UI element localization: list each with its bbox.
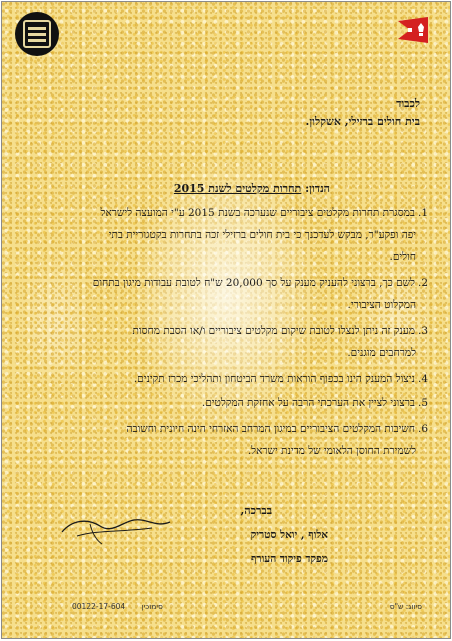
item-line: למרחבים מוגנים. [347,347,416,359]
list-item [202,398,428,409]
closing-blessing: בברכה, [240,504,272,517]
recipient-name: בית חולים ברזילי, אשקלון. [305,115,420,128]
item-number: 5. [417,397,428,409]
item-line: במסגרת תחרות מקלטים ציבוריים שנערכה בשנת 2015 ע"י המועצה לישראל [100,207,415,219]
subject-label: הנדון: [305,182,330,195]
footer-classification: סיווג: ש"ס [389,602,422,611]
list-item [132,326,428,337]
item-line: מענק זה ניתן לנצלו לטובת שיקום מקלטים ציבוריים ו/או הסבת מחסות [132,325,415,337]
list-item [134,374,428,385]
list-item [101,208,428,219]
handwritten-signature [52,502,182,552]
subject-text: תחרות מקלטים לשנת 2015 [173,182,302,195]
letter-page [1,1,451,639]
item-line: חולים. [389,251,416,263]
item-number: 1. [417,207,428,219]
reference-id: 00122-17-604 [72,602,126,611]
item-line: המקלוט הציבורי. [347,299,416,311]
reference-label: סימוכין [141,602,163,611]
item-line: חשיבות המקלטים הציבוריים במיגון המרחב האזרחי הינה חיונית וחשובה [126,423,415,435]
subject-line [174,182,330,195]
item-number: 2. [417,277,428,289]
item-number: 3. [417,325,428,337]
idf-flag-icon [396,15,430,45]
item-line: לשמירת החוסן הלאומי של מדינת ישראל. [247,445,416,457]
signatory-name: אלוף , יואל סטריק [250,529,328,541]
item-number: 4. [417,373,428,385]
item-line: יפה ופקע"ר, מבקש לעדכנך כי בית חולים ברזילי זכה בתחרות בקטגוריית בתי [108,229,416,241]
signatory-title: מפקד פיקוד העורף [250,553,328,565]
footer-reference [72,602,163,611]
item-line: ניצול המענק הינו בכפוף הוראות משרד הביטחון ותהליכי מכרז תקינים. [133,373,415,385]
item-line: לשם כך, ברצוני להעניק מענק על סך 20,000 ש"ח לטובת עבודות מיגון בתחום [92,277,415,289]
item-number: 6. [417,423,428,435]
list-item [126,424,428,435]
item-line: ברצוני לציין את הערכתי הרבה על אחזקת המקלטים. [201,397,415,409]
list-item [93,278,428,289]
recipient-label: לכבוד [396,97,420,110]
home-front-command-emblem-icon [15,12,59,56]
